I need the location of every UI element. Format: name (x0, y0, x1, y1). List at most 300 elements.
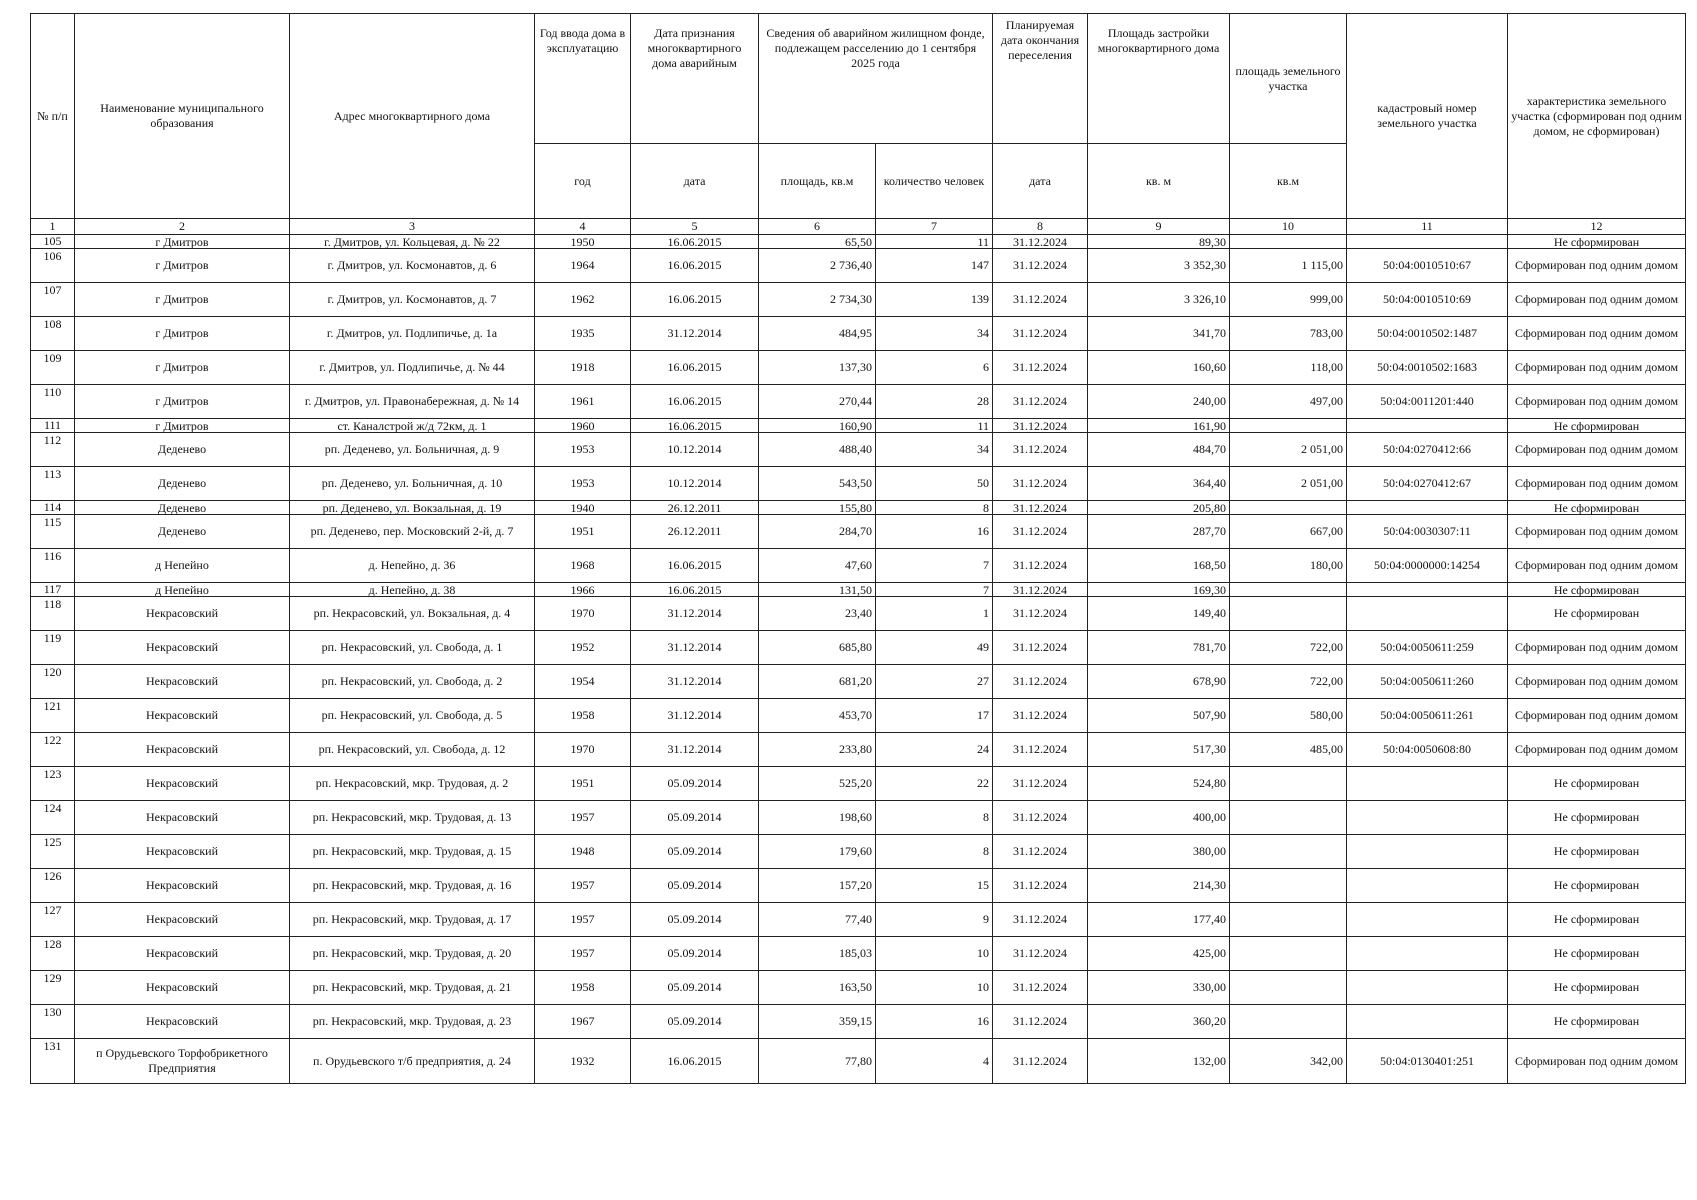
row-area: 163,50 (759, 971, 876, 1005)
row-cadastral: 50:04:0050608:80 (1347, 733, 1508, 767)
row-people: 8 (876, 801, 993, 835)
row-area: 47,60 (759, 549, 876, 583)
column-number: 5 (631, 219, 759, 235)
row-building-area: 177,40 (1088, 903, 1230, 937)
row-cadastral: 50:04:0130401:251 (1347, 1039, 1508, 1084)
row-land-characteristic: Не сформирован (1508, 937, 1686, 971)
row-area: 131,50 (759, 583, 876, 597)
row-land-characteristic: Сформирован под одним домом (1508, 283, 1686, 317)
row-area: 484,95 (759, 317, 876, 351)
row-number: 107 (31, 283, 75, 317)
row-year: 1935 (535, 317, 631, 351)
row-people: 11 (876, 419, 993, 433)
subheader-area: площадь, кв.м (759, 144, 876, 219)
row-land-characteristic: Сформирован под одним домом (1508, 317, 1686, 351)
row-cadastral: 50:04:0050611:260 (1347, 665, 1508, 699)
row-land-characteristic: Не сформирован (1508, 767, 1686, 801)
row-number: 108 (31, 317, 75, 351)
row-land-characteristic: Сформирован под одним домом (1508, 665, 1686, 699)
row-people: 15 (876, 869, 993, 903)
row-land-characteristic: Сформирован под одним домом (1508, 351, 1686, 385)
row-end-date: 31.12.2024 (993, 351, 1088, 385)
row-cadastral (1347, 1005, 1508, 1039)
row-people: 16 (876, 1005, 993, 1039)
row-emergency-date: 31.12.2014 (631, 317, 759, 351)
row-building-area: 132,00 (1088, 1039, 1230, 1084)
row-people: 147 (876, 249, 993, 283)
row-area: 2 736,40 (759, 249, 876, 283)
row-municipality: Деденево (75, 467, 290, 501)
row-municipality: г Дмитров (75, 385, 290, 419)
row-land-area: 497,00 (1230, 385, 1347, 419)
row-number: 131 (31, 1039, 75, 1084)
row-land-area (1230, 501, 1347, 515)
table-row (31, 869, 1686, 903)
row-number: 125 (31, 835, 75, 869)
row-land-characteristic: Не сформирован (1508, 235, 1686, 249)
row-land-area (1230, 903, 1347, 937)
row-emergency-date: 05.09.2014 (631, 903, 759, 937)
row-end-date: 31.12.2024 (993, 903, 1088, 937)
table-row (31, 631, 1686, 665)
row-end-date: 31.12.2024 (993, 869, 1088, 903)
row-building-area: 168,50 (1088, 549, 1230, 583)
row-land-characteristic: Не сформирован (1508, 501, 1686, 515)
row-land-characteristic: Сформирован под одним домом (1508, 385, 1686, 419)
row-municipality: Некрасовский (75, 937, 290, 971)
column-number-row (31, 219, 1686, 235)
row-year: 1957 (535, 937, 631, 971)
table-row (31, 1005, 1686, 1039)
row-people: 4 (876, 1039, 993, 1084)
column-number: 3 (290, 219, 535, 235)
row-end-date: 31.12.2024 (993, 433, 1088, 467)
row-area: 23,40 (759, 597, 876, 631)
row-people: 50 (876, 467, 993, 501)
row-cadastral (1347, 767, 1508, 801)
row-year: 1948 (535, 835, 631, 869)
row-land-area (1230, 937, 1347, 971)
row-area: 157,20 (759, 869, 876, 903)
row-year: 1957 (535, 801, 631, 835)
row-address: рп. Некрасовский, ул. Свобода, д. 2 (290, 665, 535, 699)
row-emergency-date: 05.09.2014 (631, 971, 759, 1005)
row-building-area: 149,40 (1088, 597, 1230, 631)
row-emergency-date: 05.09.2014 (631, 801, 759, 835)
row-people: 1 (876, 597, 993, 631)
row-end-date: 31.12.2024 (993, 631, 1088, 665)
table-row (31, 351, 1686, 385)
row-area: 685,80 (759, 631, 876, 665)
row-building-area: 341,70 (1088, 317, 1230, 351)
row-number: 106 (31, 249, 75, 283)
row-municipality: Некрасовский (75, 631, 290, 665)
row-land-area: 783,00 (1230, 317, 1347, 351)
row-cadastral (1347, 903, 1508, 937)
row-land-characteristic: Сформирован под одним домом (1508, 467, 1686, 501)
row-year: 1957 (535, 903, 631, 937)
row-emergency-date: 16.06.2015 (631, 419, 759, 433)
row-emergency-date: 26.12.2011 (631, 501, 759, 515)
row-end-date: 31.12.2024 (993, 835, 1088, 869)
row-address: г. Дмитров, ул. Подлипичье, д. 1а (290, 317, 535, 351)
row-people: 11 (876, 235, 993, 249)
row-year: 1967 (535, 1005, 631, 1039)
row-address: рп. Некрасовский, мкр. Трудовая, д. 23 (290, 1005, 535, 1039)
row-area: 488,40 (759, 433, 876, 467)
row-people: 139 (876, 283, 993, 317)
row-area: 77,40 (759, 903, 876, 937)
row-people: 8 (876, 501, 993, 515)
row-municipality: Некрасовский (75, 971, 290, 1005)
row-people: 34 (876, 433, 993, 467)
row-year: 1958 (535, 699, 631, 733)
row-municipality: г Дмитров (75, 317, 290, 351)
row-address: г. Дмитров, ул. Космонавтов, д. 6 (290, 249, 535, 283)
row-people: 49 (876, 631, 993, 665)
row-land-area (1230, 869, 1347, 903)
row-building-area: 330,00 (1088, 971, 1230, 1005)
row-area: 233,80 (759, 733, 876, 767)
header-building-area: Площадь застройки многоквартирного дома (1088, 14, 1230, 144)
row-number: 124 (31, 801, 75, 835)
row-cadastral (1347, 801, 1508, 835)
row-municipality: Некрасовский (75, 665, 290, 699)
row-land-area (1230, 597, 1347, 631)
row-land-characteristic: Сформирован под одним домом (1508, 515, 1686, 549)
row-cadastral (1347, 937, 1508, 971)
row-building-area: 781,70 (1088, 631, 1230, 665)
row-number: 110 (31, 385, 75, 419)
row-cadastral: 50:04:0050611:261 (1347, 699, 1508, 733)
row-cadastral (1347, 419, 1508, 433)
row-municipality: Деденево (75, 501, 290, 515)
table-row (31, 835, 1686, 869)
table-row (31, 903, 1686, 937)
row-municipality: Некрасовский (75, 903, 290, 937)
header-emergency-date: Дата признания многоквартирного дома аварийным (631, 14, 759, 144)
row-address: рп. Некрасовский, мкр. Трудовая, д. 16 (290, 869, 535, 903)
table-row (31, 419, 1686, 433)
row-land-characteristic: Не сформирован (1508, 971, 1686, 1005)
row-building-area: 400,00 (1088, 801, 1230, 835)
row-number: 118 (31, 597, 75, 631)
row-end-date: 31.12.2024 (993, 283, 1088, 317)
row-area: 179,60 (759, 835, 876, 869)
row-land-characteristic: Сформирован под одним домом (1508, 249, 1686, 283)
row-area: 160,90 (759, 419, 876, 433)
table-row (31, 1039, 1686, 1084)
row-land-area (1230, 767, 1347, 801)
column-number: 9 (1088, 219, 1230, 235)
row-area: 137,30 (759, 351, 876, 385)
row-municipality: г Дмитров (75, 351, 290, 385)
row-municipality: п Орудьевского Торфобрикетного Предприятия (75, 1039, 290, 1084)
row-emergency-date: 31.12.2014 (631, 733, 759, 767)
row-cadastral: 50:04:0010502:1487 (1347, 317, 1508, 351)
column-number: 12 (1508, 219, 1686, 235)
row-emergency-date: 26.12.2011 (631, 515, 759, 549)
row-land-characteristic: Не сформирован (1508, 583, 1686, 597)
subheader-build-sqm: кв. м (1088, 144, 1230, 219)
row-emergency-date: 31.12.2014 (631, 631, 759, 665)
row-address: рп. Некрасовский, ул. Вокзальная, д. 4 (290, 597, 535, 631)
row-municipality: Деденево (75, 433, 290, 467)
row-address: рп. Деденево, ул. Вокзальная, д. 19 (290, 501, 535, 515)
table-row (31, 549, 1686, 583)
row-end-date: 31.12.2024 (993, 1005, 1088, 1039)
row-cadastral: 50:04:0000000:14254 (1347, 549, 1508, 583)
row-address: рп. Некрасовский, ул. Свобода, д. 1 (290, 631, 535, 665)
column-number: 8 (993, 219, 1088, 235)
row-number: 117 (31, 583, 75, 597)
row-address: рп. Некрасовский, мкр. Трудовая, д. 15 (290, 835, 535, 869)
header-fund-info: Сведения об аварийном жилищном фонде, подлежащем расселению до 1 сентября 2025 года (759, 14, 993, 144)
row-land-area: 722,00 (1230, 631, 1347, 665)
row-area: 155,80 (759, 501, 876, 515)
row-end-date: 31.12.2024 (993, 767, 1088, 801)
row-land-area: 722,00 (1230, 665, 1347, 699)
row-end-date: 31.12.2024 (993, 733, 1088, 767)
row-number: 109 (31, 351, 75, 385)
row-end-date: 31.12.2024 (993, 501, 1088, 515)
row-end-date: 31.12.2024 (993, 235, 1088, 249)
row-people: 8 (876, 835, 993, 869)
row-area: 359,15 (759, 1005, 876, 1039)
row-end-date: 31.12.2024 (993, 937, 1088, 971)
header-municipality: Наименование муниципального образования (75, 14, 290, 219)
row-people: 6 (876, 351, 993, 385)
row-cadastral: 50:04:0030307:11 (1347, 515, 1508, 549)
row-land-characteristic: Не сформирован (1508, 801, 1686, 835)
row-cadastral (1347, 971, 1508, 1005)
row-address: рп. Некрасовский, мкр. Трудовая, д. 20 (290, 937, 535, 971)
subheader-date: дата (631, 144, 759, 219)
row-number: 122 (31, 733, 75, 767)
row-land-characteristic: Не сформирован (1508, 903, 1686, 937)
row-building-area: 517,30 (1088, 733, 1230, 767)
table-row (31, 283, 1686, 317)
row-land-area (1230, 801, 1347, 835)
row-emergency-date: 05.09.2014 (631, 937, 759, 971)
row-building-area: 205,80 (1088, 501, 1230, 515)
column-number: 1 (31, 219, 75, 235)
table-row (31, 515, 1686, 549)
row-cadastral: 50:04:0010510:67 (1347, 249, 1508, 283)
row-address: рп. Деденево, пер. Московский 2-й, д. 7 (290, 515, 535, 549)
row-land-characteristic: Сформирован под одним домом (1508, 699, 1686, 733)
row-address: рп. Деденево, ул. Больничная, д. 10 (290, 467, 535, 501)
row-year: 1966 (535, 583, 631, 597)
row-people: 10 (876, 971, 993, 1005)
row-year: 1957 (535, 869, 631, 903)
table-row (31, 249, 1686, 283)
subheader-people: количество человек (876, 144, 993, 219)
row-number: 112 (31, 433, 75, 467)
table-row (31, 971, 1686, 1005)
row-cadastral (1347, 597, 1508, 631)
row-number: 123 (31, 767, 75, 801)
row-end-date: 31.12.2024 (993, 597, 1088, 631)
row-municipality: Некрасовский (75, 801, 290, 835)
row-building-area: 3 352,30 (1088, 249, 1230, 283)
column-number: 7 (876, 219, 993, 235)
row-land-characteristic: Сформирован под одним домом (1508, 549, 1686, 583)
table-row (31, 501, 1686, 515)
row-year: 1954 (535, 665, 631, 699)
row-municipality: г Дмитров (75, 235, 290, 249)
row-year: 1970 (535, 597, 631, 631)
row-people: 34 (876, 317, 993, 351)
column-number: 10 (1230, 219, 1347, 235)
row-end-date: 31.12.2024 (993, 801, 1088, 835)
row-emergency-date: 31.12.2014 (631, 665, 759, 699)
row-municipality: г Дмитров (75, 419, 290, 433)
row-building-area: 425,00 (1088, 937, 1230, 971)
row-municipality: Некрасовский (75, 869, 290, 903)
header-year: Год ввода дома в эксплуатацию (535, 14, 631, 144)
row-emergency-date: 31.12.2014 (631, 597, 759, 631)
row-address: д. Непейно, д. 38 (290, 583, 535, 597)
subheader-land-sqm: кв.м (1230, 144, 1347, 219)
row-building-area: 507,90 (1088, 699, 1230, 733)
column-number: 6 (759, 219, 876, 235)
row-number: 113 (31, 467, 75, 501)
row-emergency-date: 16.06.2015 (631, 385, 759, 419)
row-end-date: 31.12.2024 (993, 549, 1088, 583)
row-municipality: д Непейно (75, 549, 290, 583)
row-municipality: д Непейно (75, 583, 290, 597)
row-area: 525,20 (759, 767, 876, 801)
row-emergency-date: 05.09.2014 (631, 1005, 759, 1039)
header-number: № п/п (31, 14, 75, 219)
row-municipality: г Дмитров (75, 249, 290, 283)
row-land-characteristic: Не сформирован (1508, 597, 1686, 631)
row-building-area: 89,30 (1088, 235, 1230, 249)
row-year: 1918 (535, 351, 631, 385)
row-year: 1961 (535, 385, 631, 419)
row-area: 543,50 (759, 467, 876, 501)
table-row (31, 733, 1686, 767)
row-year: 1960 (535, 419, 631, 433)
row-cadastral: 50:04:0270412:67 (1347, 467, 1508, 501)
row-building-area: 678,90 (1088, 665, 1230, 699)
table-row (31, 317, 1686, 351)
row-people: 22 (876, 767, 993, 801)
table-row (31, 767, 1686, 801)
row-number: 105 (31, 235, 75, 249)
row-land-area: 667,00 (1230, 515, 1347, 549)
row-year: 1940 (535, 501, 631, 515)
table-row (31, 597, 1686, 631)
row-municipality: Некрасовский (75, 699, 290, 733)
table-row (31, 235, 1686, 249)
header-land-characteristic: характеристика земельного участка (сформирован под одним домом, не сформирован) (1508, 14, 1686, 219)
row-year: 1951 (535, 767, 631, 801)
row-emergency-date: 16.06.2015 (631, 549, 759, 583)
row-land-characteristic: Сформирован под одним домом (1508, 631, 1686, 665)
row-emergency-date: 16.06.2015 (631, 283, 759, 317)
table-row (31, 665, 1686, 699)
row-people: 17 (876, 699, 993, 733)
row-cadastral (1347, 501, 1508, 515)
row-area: 185,03 (759, 937, 876, 971)
row-emergency-date: 16.06.2015 (631, 235, 759, 249)
row-address: рп. Некрасовский, мкр. Трудовая, д. 2 (290, 767, 535, 801)
row-address: рп. Некрасовский, ул. Свобода, д. 5 (290, 699, 535, 733)
row-land-area: 580,00 (1230, 699, 1347, 733)
row-building-area: 3 326,10 (1088, 283, 1230, 317)
row-cadastral (1347, 835, 1508, 869)
row-end-date: 31.12.2024 (993, 1039, 1088, 1084)
row-municipality: Некрасовский (75, 733, 290, 767)
row-number: 130 (31, 1005, 75, 1039)
row-cadastral: 50:04:0010502:1683 (1347, 351, 1508, 385)
row-address: г. Дмитров, ул. Подлипичье, д. № 44 (290, 351, 535, 385)
column-number: 11 (1347, 219, 1508, 235)
row-year: 1951 (535, 515, 631, 549)
row-people: 27 (876, 665, 993, 699)
row-number: 129 (31, 971, 75, 1005)
row-people: 7 (876, 583, 993, 597)
row-end-date: 31.12.2024 (993, 249, 1088, 283)
subheader-year: год (535, 144, 631, 219)
row-building-area: 240,00 (1088, 385, 1230, 419)
row-land-area: 999,00 (1230, 283, 1347, 317)
row-land-characteristic: Не сформирован (1508, 869, 1686, 903)
row-address: рп. Деденево, ул. Больничная, д. 9 (290, 433, 535, 467)
column-number: 2 (75, 219, 290, 235)
column-number: 4 (535, 219, 631, 235)
row-building-area: 169,30 (1088, 583, 1230, 597)
row-building-area: 287,70 (1088, 515, 1230, 549)
row-land-area: 485,00 (1230, 733, 1347, 767)
row-year: 1953 (535, 467, 631, 501)
row-year: 1970 (535, 733, 631, 767)
row-address: ст. Каналстрой ж/д 72км, д. 1 (290, 419, 535, 433)
row-people: 9 (876, 903, 993, 937)
row-number: 114 (31, 501, 75, 515)
row-land-characteristic: Сформирован под одним домом (1508, 433, 1686, 467)
row-emergency-date: 16.06.2015 (631, 1039, 759, 1084)
row-land-area: 118,00 (1230, 351, 1347, 385)
row-end-date: 31.12.2024 (993, 699, 1088, 733)
row-area: 453,70 (759, 699, 876, 733)
row-building-area: 380,00 (1088, 835, 1230, 869)
row-building-area: 214,30 (1088, 869, 1230, 903)
table-row (31, 699, 1686, 733)
table-row (31, 937, 1686, 971)
row-number: 121 (31, 699, 75, 733)
row-municipality: Деденево (75, 515, 290, 549)
row-land-area: 2 051,00 (1230, 467, 1347, 501)
row-area: 270,44 (759, 385, 876, 419)
row-municipality: Некрасовский (75, 767, 290, 801)
row-end-date: 31.12.2024 (993, 467, 1088, 501)
row-address: рп. Некрасовский, мкр. Трудовая, д. 21 (290, 971, 535, 1005)
row-building-area: 160,60 (1088, 351, 1230, 385)
row-year: 1950 (535, 235, 631, 249)
table-row (31, 467, 1686, 501)
row-land-area: 2 051,00 (1230, 433, 1347, 467)
row-building-area: 360,20 (1088, 1005, 1230, 1039)
row-end-date: 31.12.2024 (993, 583, 1088, 597)
row-cadastral: 50:04:0010510:69 (1347, 283, 1508, 317)
table-row (31, 801, 1686, 835)
row-number: 126 (31, 869, 75, 903)
row-emergency-date: 10.12.2014 (631, 433, 759, 467)
row-number: 127 (31, 903, 75, 937)
